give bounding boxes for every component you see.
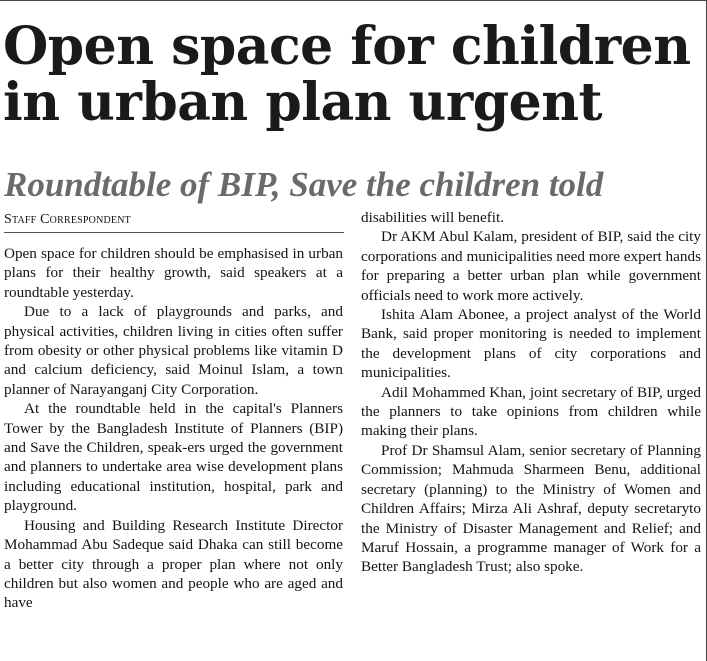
paragraph: Due to a lack of playgrounds and parks, and physical activities, children living in cities often suffer from obesity or other physical problems like vitamin D and calcium deficiency, said Moinul Islam, a town planner of Narayanganj City Corporation. (4, 303, 343, 398)
paragraph: Adil Mohammed Khan, joint secretary of BIP, urged the planners to take opinions from children while making their plans. (361, 383, 701, 440)
article-column-left (4, 244, 343, 613)
paragraph: Open space for children should be emphasised in urban plans for their healthy growth, said speakers at a roundtable yesterday. (4, 245, 343, 301)
paragraph: Ishita Alam Abonee, a project analyst of the World Bank, said proper monitoring is needed to implement the development plans of city corporations and municipalities. (361, 306, 701, 382)
article-column-right (361, 208, 701, 577)
paragraph: Housing and Building Research Institute Director Mohammad Abu Sadeque said Dhaka can still become a better city through a proper plan where not only children but also women and people who are aged and have (4, 516, 343, 612)
article-headline: Open space for children in urban plan urgent (3, 16, 691, 133)
article-byline: Staff Correspondent (4, 212, 131, 227)
paragraph: disabilities will benefit. (361, 209, 504, 226)
byline-divider (4, 232, 344, 233)
article-subheadline: Roundtable of BIP, Save the children told (4, 165, 604, 204)
paragraph: At the roundtable held in the capital's Planners Tower by the Bangladesh Institute of Planners (BIP) and Save the Children, speak-ers urged the government and planners to undertake area wise development plans including educational institution, hospital, park and playground. (4, 400, 343, 515)
paragraph: Prof Dr Shamsul Alam, senior secretary of Planning Commission; Mahmuda Sharmeen Benu, additional secretary (planning) to the Ministry of Women and Children Affairs; Mirza Ali Ashraf, deputy secretaryto the Ministry of Disaster Management and Relief; and Maruf Hossain, a programme manager of Work for a Better Bangladesh Trust; also spoke. (361, 441, 701, 576)
paragraph: Dr AKM Abul Kalam, president of BIP, said the city corporations and municipalities need more expert hands for preparing a better urban plan while government officials need to work more actively. (361, 228, 701, 304)
